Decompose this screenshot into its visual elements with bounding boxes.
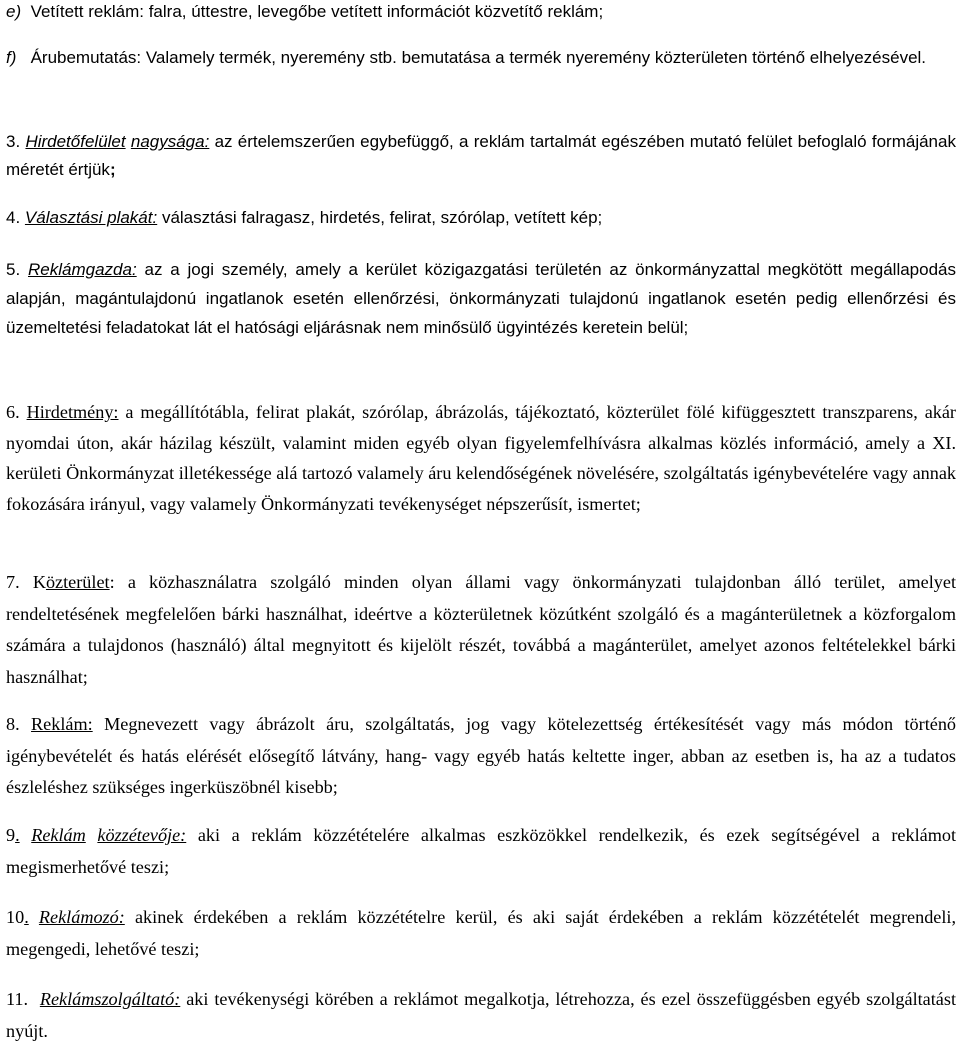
item-3-term-1: Hirdetőfelület: [25, 132, 126, 151]
item-5-term: Reklámgazda:: [28, 260, 137, 279]
item-10: [6, 902, 956, 965]
item-11-text: aki tevékenységi körében a reklámot megalkotja, létrehozza, és ezel összefüggésben egyéb szolgáltatást nyújt.: [6, 989, 957, 1041]
item-9-term-1: Reklám: [31, 825, 86, 845]
item-9-number: 9: [6, 825, 16, 845]
item-8-text: Megnevezett vagy ábrázolt áru, szolgáltatás, jog vagy kötelezettség értékesítését vagy más módon történő igénybevételét és hatás elérését elősegítő látvány, hang- vagy egyéb hatás keltette inger, abban az esetben is, ha az a tudatos észleléshez szükséges ingerküszöbnél kisebb;: [6, 714, 957, 797]
item-e-text: falra, úttestre, levegőbe vetített információt közvetítő reklám;: [148, 2, 604, 21]
item-3-term-2: nagysága:: [130, 132, 210, 151]
item-3-text: az értelemszerűen egybefüggő, a reklám tartalmát egészében mutató felület befoglaló formájának méretét értjük: [6, 132, 956, 179]
item-5: [6, 255, 956, 342]
item-9: [6, 820, 956, 883]
item-8-number: 8.: [6, 714, 20, 734]
item-7-text: a közhasználatra szolgáló minden olyan állami vagy önkormányzati tulajdonban álló terület, amelyet rendeltetésének megfelelően bárki használhat, ideértve a közterületnek közútként szolgáló és a magánterületnek a közforgalom számára a tulajdonos (használó) által megnyitott és kijelölt részét, továbbá a magánterület, amelyet azonos feltételekkel bárki használhat;: [6, 572, 956, 687]
item-6: [6, 397, 956, 519]
item-7-number: 7. K: [6, 572, 46, 592]
item-11-number: 11.: [6, 989, 29, 1009]
item-8: [6, 709, 956, 804]
item-3-number: 3.: [6, 132, 21, 151]
item-8-term: Reklám:: [31, 714, 93, 734]
item-3: [6, 128, 956, 184]
item-7: [6, 567, 956, 693]
item-6-number: 6.: [6, 402, 20, 422]
item-e-term: Vetített reklám:: [30, 2, 144, 21]
item-4-number: 4.: [6, 208, 21, 227]
item-10-term: Reklámozó:: [38, 907, 125, 927]
item-4: [6, 204, 956, 232]
item-e-marker: e): [6, 2, 22, 21]
item-9-text: aki a reklám közzétételére alkalmas eszközökkel rendelkezik, és ezek segítségével a reklámot megismerhetővé teszi;: [6, 825, 957, 877]
item-e: [6, 0, 956, 26]
item-10-text: akinek érdekében a reklám közzétételre kerül, és aki saját érdekében a reklám közzétételét megrendeli, megengedi, lehetővé teszi;: [6, 907, 957, 959]
item-9-dot: .: [15, 825, 20, 845]
item-f-marker: f): [6, 48, 17, 67]
item-9-term-2: közzétevője:: [97, 825, 187, 845]
item-f-text: Valamely termék, nyeremény stb. bemutatása a termék nyeremény közterületen történő elhelyezésével.: [145, 48, 927, 67]
item-10-number: 10: [6, 907, 25, 927]
item-f-term: Árubemutatás:: [30, 48, 142, 67]
item-3-end: ;: [109, 160, 116, 179]
item-4-term: Választási plakát:: [24, 208, 158, 227]
item-6-term: Hirdetmény:: [26, 402, 119, 422]
item-6-text: a megállítótábla, felirat plakát, szórólap, ábrázolás, tájékoztató, közterület fölé kifüggesztett transzparens, akár nyomdai úton, akár házilag készült, valamint miden egyéb olyan figyelemfelhívásra alkalmas közlés információ, amely a XI. kerületi Önkormányzat illetékessége alá tartozó valamely áru kelendőségének növelésére, szolgáltatás igénybevételére vagy annak fokozására irányul, vagy valamely Önkormányzati tevékenységet népszerűsít, ismertet;: [6, 402, 956, 514]
item-f: [6, 44, 956, 72]
item-10-dot: .: [24, 907, 29, 927]
item-11: [6, 984, 956, 1047]
item-11-term: Reklámszolgáltató:: [39, 989, 181, 1009]
item-7-term: özterület: [45, 572, 110, 592]
item-5-text: az a jogi személy, amely a kerület közigazgatási területén az önkormányzattal megkötött megállapodás alapján, magántulajdonú ingatlanok esetén ellenőrzési, önkormányzati tulajdonú ingatlanok esetén pedig ellenőrzési és üzemeltetési feladatokat lát el hatósági eljárásnak nem minősülő ügyintézés keretein belül;: [6, 260, 956, 337]
item-5-number: 5.: [6, 260, 21, 279]
item-4-text: választási falragasz, hirdetés, felirat, szórólap, vetített kép;: [161, 208, 603, 227]
item-7-colon: :: [109, 572, 115, 592]
